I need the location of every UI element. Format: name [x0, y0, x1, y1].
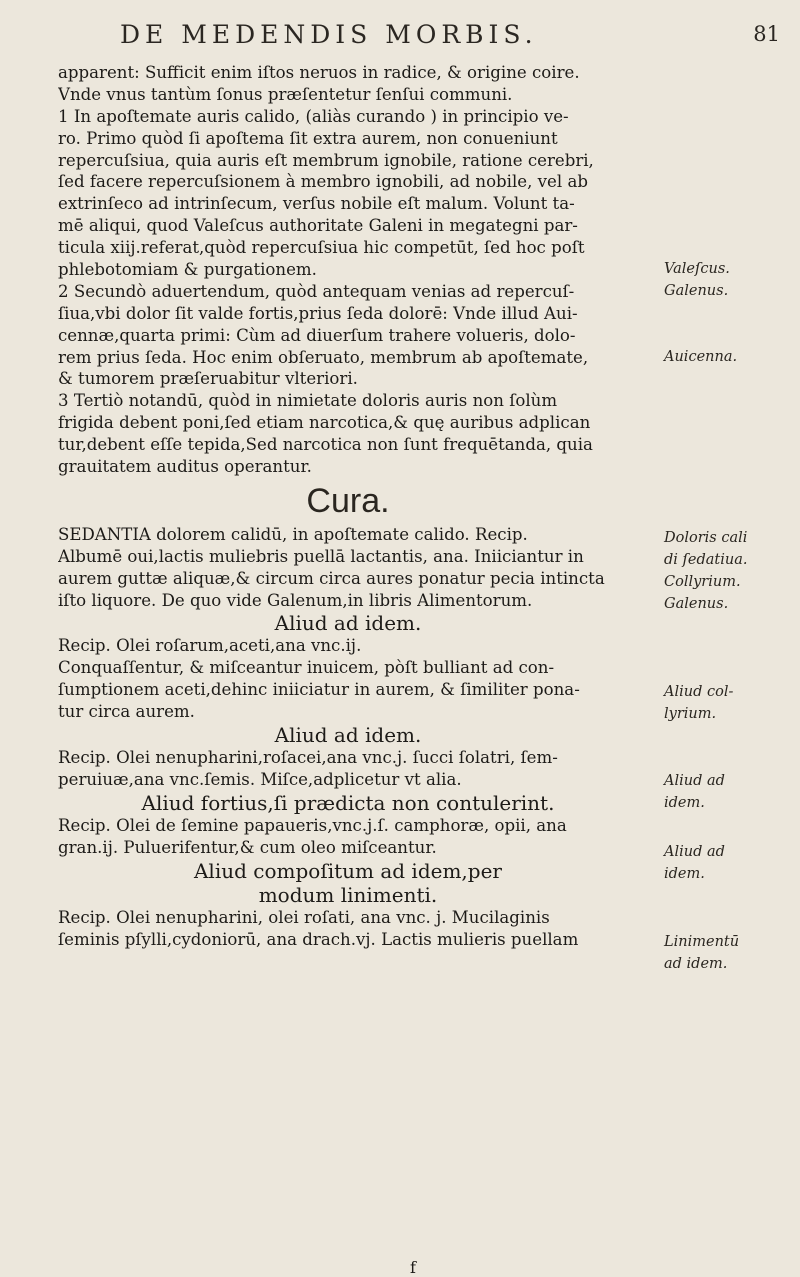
text-line: tur circa aurem.: [58, 702, 195, 722]
text-line: 2 Secundò aduertendum, quòd antequam venias ad repercuſ-: [58, 281, 575, 301]
recipe-heading: Aliud ad idem.: [274, 611, 422, 636]
text-line: ſiua,vbi dolor ſit valde fortis,prius ſeda dolorē: Vnde illud Aui-: [58, 303, 578, 323]
margin-note: Aliud col-: [664, 684, 734, 700]
margin-note: Linimentū: [664, 934, 740, 950]
margin-note: Auicenna.: [664, 349, 738, 365]
text-line: 3 Tertiò notandū, quòd in nimietate doloris auris non ſolùm: [58, 391, 558, 411]
margin-note: Galenus.: [664, 596, 729, 612]
margin-note: Aliud ad: [664, 773, 725, 789]
text-line: frigida debent poni,ſed etiam narcotica,& quę auribus adplican: [58, 413, 591, 433]
text-line: Vnde vnus tantùm ſonus præſentetur ſenſui communi.: [58, 84, 513, 104]
margin-note: idem.: [664, 866, 705, 882]
margin-note: lyrium.: [664, 706, 717, 722]
margin-note: ad idem.: [664, 956, 728, 972]
text-line: & tumorem præſeruabitur vlteriori.: [58, 369, 358, 389]
main-text-column: [58, 62, 638, 950]
page-number: 81: [753, 22, 780, 46]
running-title: DE MEDENDIS MORBIS.: [120, 20, 538, 49]
recipe-heading: Aliud compoſitum ad idem,per: [193, 858, 502, 883]
text-line: iſto liquore. De quo vide Galenum,in libris Alimentorum.: [58, 590, 533, 610]
text-line: Recip. Olei nenupharini, olei roſati, ana vnc. j. Mucilaginis: [58, 907, 550, 927]
margin-note: idem.: [664, 795, 705, 811]
text-line: extrinſeco ad intrinſecum, verſus nobile eſt malum. Volunt ta-: [58, 194, 575, 214]
text-line: aurem guttæ aliquæ,& circum circa aures ponatur pecia intincta: [58, 568, 605, 588]
text-line: grauitatem auditus operantur.: [58, 457, 312, 477]
margin-note: Aliud ad: [664, 844, 725, 860]
text-line: ticula xiij.referat,quòd repercuſsiua hic competūt, ſed hoc poſt: [58, 238, 585, 258]
text-line: ſed facere repercuſsionem à membro ignobili, ad nobile, vel ab: [58, 172, 588, 192]
text-line: mē aliqui, quod Valeſcus authoritate Galeni in megategni par-: [58, 216, 578, 236]
text-line: ro. Primo quòd ſi apoſtema ſit extra aurem, non conueniunt: [58, 128, 558, 148]
text-line: ſeminis pſylli,cydoniorū, ana drach.vj. Lactis mulieris puellam: [58, 929, 579, 949]
text-line: 1 In apoſtemate auris calido, (aliàs curando ) in principio ve-: [58, 106, 569, 126]
recipe-heading: modum linimenti.: [258, 882, 438, 907]
margin-note: di ſedatiua.: [664, 552, 748, 568]
text-line: gran.ij. Puluerifentur,& cum oleo miſceantur.: [58, 837, 437, 857]
text-line: phlebotomiam & purgationem.: [58, 260, 317, 280]
text-line: repercuſsiua, quia auris eſt membrum ignobile, ratione cerebri,: [58, 150, 594, 170]
recipe-heading: Aliud fortius,ſi prædicta non contulerint.: [141, 790, 555, 815]
recipe-heading: Aliud ad idem.: [274, 723, 422, 748]
margin-note: Valeſcus.: [664, 261, 730, 277]
text-line: peruiuæ,ana vnc.ſemis. Miſce,adplicetur vt alia.: [58, 769, 462, 789]
margin-note: Doloris cali: [664, 530, 748, 546]
text-line: rem prius ſeda. Hoc enim obſeruato, membrum ab apoſtemate,: [58, 347, 589, 367]
section-heading-cura: Cura.: [306, 481, 390, 520]
text-line: tur,debent eſſe tepida,Sed narcotica non ſunt frequētanda, quia: [58, 435, 593, 455]
text-line: Recip. Olei de ſemine papaueris,vnc.j.ſ. camphoræ, opii, ana: [58, 815, 567, 835]
page-header: [120, 20, 780, 60]
text-line: apparent: Sufficit enim iſtos neruos in radice, & origine coire.: [58, 63, 580, 82]
text-line: Albumē oui,lactis muliebris puellā lactantis, ana. Iniiciantur in: [58, 546, 584, 566]
text-line: cennæ,quarta primi: Cùm ad diuerſum trahere volueris, dolo-: [58, 325, 576, 345]
text-line: ſumptionem aceti,dehinc iniiciatur in aurem, & ſimiliter pona-: [58, 680, 580, 700]
text-line: Recip. Olei roſarum,aceti,ana vnc.ij.: [58, 636, 362, 656]
signature-mark: f: [410, 1258, 416, 1277]
text-line: Conquaſſentur, & miſceantur inuicem, pòſt bulliant ad con-: [58, 658, 555, 678]
text-line: Recip. Olei nenupharini,roſacei,ana vnc.j. ſucci ſolatri, ſem-: [58, 748, 558, 768]
margin-note: Galenus.: [664, 283, 729, 299]
text-line: SEDANTIA dolorem calidū, in apoſtemate calido. Recip.: [58, 524, 528, 544]
margin-note: Collyrium.: [664, 574, 741, 590]
